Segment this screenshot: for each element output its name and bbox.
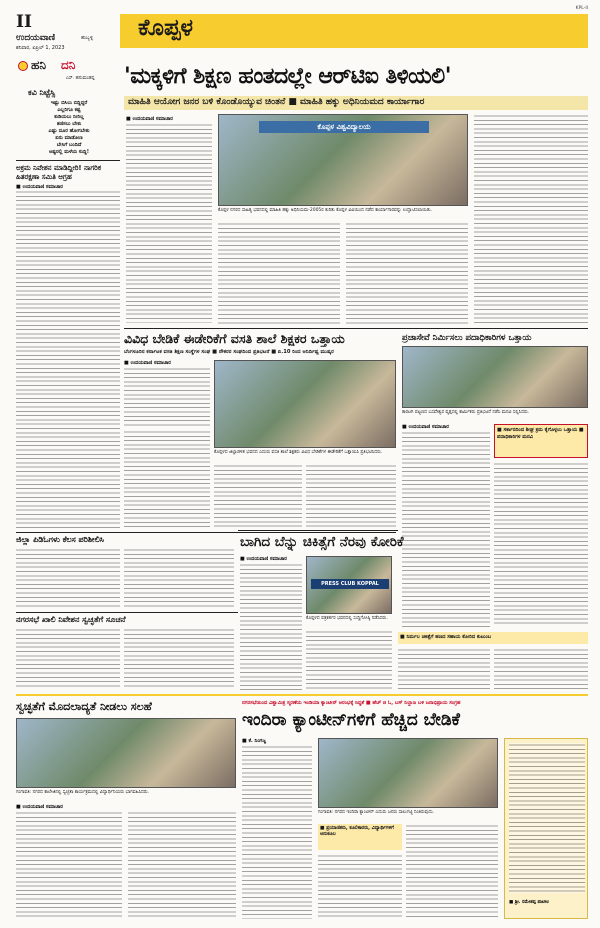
hani-dani-logo [16, 58, 116, 84]
back-photo [306, 556, 392, 614]
poem-line: ಏನು ಮಾಡೋಣ [55, 135, 83, 141]
back-body-col1 [240, 563, 302, 691]
school-byline: ■ ಉದಯವಾಣಿ ಸಮಾಚಾರ [124, 360, 171, 366]
left-story-2-headline: ಜಿಲ್ಲಾ ಪಿಡಿಓಗಳು ಕೆಲಸ ಪರಿಶೀಲಿಸಿ [16, 535, 104, 544]
school-headline: ವಿವಿಧ ಬೇಡಿಕೆ ಈಡೇರಿಕೆಗೆ ವಸತಿ ಶಾಲೆ ಶಿಕ್ಷಕರ ಒತ್ತಾಯ [124, 331, 345, 346]
back-body-col3 [398, 648, 490, 691]
back-box [398, 632, 588, 644]
lead-banner [259, 121, 429, 133]
right-story-1-body-col1 [402, 431, 490, 627]
bottom-main-body-col3 [406, 824, 498, 919]
divider [16, 532, 396, 533]
edition-label: ಹುಬ್ಬಳ್ಳಿ [81, 35, 94, 41]
poem-line: ತಣಿಸಲು ಬೇಕು [56, 121, 82, 127]
masthead [16, 8, 588, 52]
right-story-1-box [494, 424, 588, 458]
bottom-left-byline: ■ ಉದಯವಾಣಿ ಸಮಾಚಾರ [16, 804, 63, 810]
poem-line: ಅಷ್ಟರಲ್ಲಿ ಮಳೆಯ ಸುದ್ದಿ! [48, 149, 90, 155]
left-story-3-headline: ನಗರಸಭೆ ಖಾಲಿ ನಿವೇಶನ ಸ್ವಚ್ಛತೆಗೆ ಸೂಚನೆ [16, 615, 126, 624]
poem-line: ಕುಡಿಯಲು ನೀರಿಲ್ಲ [54, 114, 84, 120]
bottom-left-caption: ಗಂಗಾವತಿ: ನಗರದ ಕಾಲೇಜಿನಲ್ಲಿ ಸ್ವಚ್ಛತಾ ಕಾರ್ಯಕ್ರಮದಲ್ಲಿ ವಿದ್ಯಾರ್ಥಿನಿಯರು ಭಾಗವಹಿಸಿದರು. [16, 790, 150, 795]
lead-body-col3 [346, 222, 468, 324]
bottom-main-box-text: ■ ಪ್ರಯಾಣಿಕರು, ಕೂಲಿಕಾರರು, ವಿದ್ಯಾರ್ಥಿಗಳಿಗೆ ಅನುಕೂಲ [320, 826, 394, 837]
bottom-left-photo [16, 718, 236, 788]
lead-photo [218, 114, 468, 206]
bottom-left-body-col1 [16, 811, 122, 919]
bottom-right-box [504, 738, 588, 919]
bottom-right-box-body [509, 743, 585, 893]
lead-caption: ಕೊಪ್ಪಳ ನಗರದ ಸಾಹಿತ್ಯ ಭವನದಲ್ಲಿ ಮಾಹಿತಿ ಹಕ್ಕು ಅಧಿನಿಯಮ-2005ರ ಕುರಿತು ಕೊಪ್ಪಳ ವಿವಿಯಿಂದ ನಡೆದ ಕಾರ್ಯಾಗಾರವನ್ನು ಉದ್ಘಾಟಿಸಲಾಯಿತು. [218, 208, 433, 213]
bottom-main-byline: ■ ಕೆ. ನಿಂಗಜ್ಜ [242, 738, 266, 744]
divider [16, 694, 588, 696]
hani-dani-icon [18, 61, 28, 71]
section-title: ಕೊಪ್ಪಳ [138, 15, 193, 41]
bottom-left-body-col2 [128, 811, 236, 919]
school-photo [214, 360, 396, 448]
divider [16, 612, 238, 613]
lead-subhead: ಮಾಹಿತಿ ಆಯೋಗ ಜನರ ಬಳಿ ಕೊಂಡೊಯ್ಯುವ ಚಿಂತನೆ ■ ಮಾಹಿತಿ ಹಕ್ಕು ಅಧಿನಿಯಮದ ಕಾರ್ಯಾಗಾರ [128, 97, 425, 107]
bottom-right-byline: ■ ಶ್ರೀ. ರಮೇಶಪ್ಪ ಪಾಟೀಲ [509, 900, 550, 905]
lead-body-col4 [474, 114, 588, 324]
logo-sub: ಎಸ್. ಹನುಮಂತಪ್ಪ [66, 76, 95, 81]
poem-title: ಕವಿ ನಿಟ್ಟೆಸ್ಸಿ [28, 88, 56, 97]
back-banner [311, 579, 389, 589]
poem-body [24, 100, 114, 156]
left-story-1-headline [16, 164, 120, 182]
school-subhead: ಬೆಂಗಳೂರಿನ ಕರ್ನಾಟಕ ವಸತಿ ಶಿಕ್ಷಣ ಸಂಸ್ಥೆಗಳ ಸಂಘ ■ ನೌಕರರ ಸಂಘದಿಂದ ಪ್ರತಿಭಟನೆ ■ ಏ.10 ರಿಂದ ಅನಿರ್ದಿಷ್ಟ ಮುಷ್ಕರ [124, 349, 334, 355]
lead-byline: ■ ಉದಯವಾಣಿ ಸಮಾಚಾರ [126, 116, 173, 122]
lead-subhead-bar [124, 96, 588, 110]
poem-line: ಬೇಸಿಗೆ ಬಂದಿದೆ [56, 142, 82, 148]
page-number: II [16, 12, 32, 32]
section-title-band [120, 14, 588, 48]
divider [238, 530, 398, 531]
bottom-main-body-col2 [318, 854, 402, 919]
bottom-main-caption: ಗಂಗಾವತಿ: ನಗರದ ಇಂದಿರಾ ಕ್ಯಾಂಟೀನ್ ಎದುರು ಜನರು ಸಾಲುಗಟ್ಟಿ ನಿಂತಿರುವುದು. [318, 810, 435, 815]
bottom-main-headline: ಇಂದಿರಾ ಕ್ಯಾಂಟೀನ್‌ಗಳಿಗೆ ಹೆಚ್ಚಿದ ಬೇಡಿಕೆ [242, 710, 460, 730]
lead-banner-text: ಕೊಪ್ಪಳ ವಿಶ್ವವಿದ್ಯಾಲಯ [317, 123, 371, 131]
poem-line: ಎಲ್ಲರಿಗೂ ಕಷ್ಟ [57, 107, 81, 113]
divider [16, 160, 120, 161]
back-headline: ಬಾಗಿದ ಬೆನ್ನು ಚಿಕಿತ್ಸೆಗೆ ನೆರವು ಕೋರಿಕೆ [240, 534, 404, 550]
back-banner-text: PRESS CLUB KOPPAL [321, 581, 379, 587]
right-story-1-byline: ■ ಉದಯವಾಣಿ ಸಮಾಚಾರ [402, 424, 449, 430]
divider [124, 328, 588, 329]
right-story-1-box-text: ■ ಸರ್ಕಾರದಿಂದ ಶೀಘ್ರ ಕ್ರಮ ಕೈಗೊಳ್ಳಲು ಒತ್ತಾಯ ■ ಪದಾಧಿಕಾರಿಗಳ ಮನವಿ [497, 427, 584, 440]
left-story-1-body [16, 190, 120, 530]
left-story-1-byline: ■ ಉದಯವಾಣಿ ಸಮಾಚಾರ [16, 184, 63, 190]
right-story-1-headline: ಪ್ರಜಾಸೇವೆ ನಿರ್ಮಿಸಲು ಪದಾಧಿಕಾರಿಗಳ ಒತ್ತಾಯ [402, 333, 532, 343]
back-caption: ಕೊಪ್ಪಳದ ಪತ್ರಕರ್ತರ ಭವನದಲ್ಲಿ ಸುದ್ದಿಗೋಷ್ಠಿ ನಡೆಸಿದರು. [306, 616, 388, 621]
poem-line: ಎಷ್ಟು ದೂರ ಹೋಗಬೇಕು [48, 128, 90, 134]
right-story-1-caption: ಕಾರಟಗಿ ಪಟ್ಟಣದ ಬಸವೇಶ್ವರ ವೃತ್ತದಲ್ಲಿ ಕಾರ್ಮಿಕರು ಪ್ರತಿಭಟನೆ ನಡೆಸಿ ಮನವಿ ಸಲ್ಲಿಸಿದರು. [402, 410, 530, 415]
right-story-1-photo [402, 346, 588, 408]
bottom-main-box [318, 824, 402, 850]
left-story-2-body-b [124, 548, 234, 608]
back-box-text: ■ ನಿರ್ಮಲ ಚಿಕಿತ್ಸೆಗೆ ಹಣದ ಸಹಾಯ ಕೋರಿದ ಕುಟುಂಬ [400, 634, 492, 640]
lead-body-col2 [218, 222, 340, 324]
bottom-left-headline: ಸ್ವಚ್ಛತೆಗೆ ಮೊದಲಾದ್ಯತೆ ನೀಡಲು ಸಲಹೆ [16, 700, 152, 713]
school-caption: ಕೊಪ್ಪಳದ ಜಿಲ್ಲಾಡಳಿತ ಭವನದ ಎದುರು ವಸತಿ ಶಾಲೆ ಶಿಕ್ಷಕರು ವಿವಿಧ ಬೇಡಿಕೆಗಳ ಈಡೇರಿಕೆಗೆ ಒತ್ತಾಯಿಸಿ ಪ್ರತಿಭಟಿಸಿದರು. [214, 450, 383, 455]
paper-name: ಉದಯವಾಣಿ [16, 33, 56, 43]
right-story-1-body-col2 [494, 462, 588, 627]
school-body-col1 [124, 367, 210, 427]
left-story-3-body-b [124, 628, 234, 688]
back-body-col2 [306, 630, 392, 691]
school-body-col4 [306, 464, 396, 528]
left-story-2-body [16, 548, 120, 608]
school-body-col3 [214, 464, 302, 528]
left-story-3-body [16, 628, 120, 688]
lead-body-col1 [126, 123, 212, 323]
back-body-col4 [494, 648, 588, 691]
left-story-1-title: ಅಕ್ರಮ ನಿವೇಶನ ಮಾಡಿದ್ದೀರಿ! ನಾಗರಿಕ ಹಿತರಕ್ಷಣಾ ಸಮಿತಿ ಆಗ್ರಹ [16, 164, 102, 181]
bottom-main-kicker: ನಗರಸಭೆಯಿಂದ ವಿಶ್ವಾಮಿತ್ರ ಸ್ಮರಣೆಯ ಇಂಡಿಯಾ ಕ್ಯಾಂಟೀನ್ ಆರಂಭಕ್ಕೆ ಸಿದ್ಧತೆ ■ ಹೆಚ್ ಜಿ ಓ, ಬಸ್ ನಿಲ್ದಾಣ ಬಳಿ ಜನಾಭಿಪ್ರಾಯ ಸಂಗ್ರಹ [242, 700, 461, 706]
bottom-main-photo [318, 738, 498, 808]
corner-mark: KPL-II [575, 6, 588, 11]
lead-headline: 'ಮಕ್ಕಳಿಗೆ ಶಿಕ್ಷಣ ಹಂತದಲ್ಲೇ ಆರ್‌ಟಿಐ ತಿಳಿಯಲಿ' [124, 64, 451, 89]
logo-left: ಹನಿ [31, 58, 46, 72]
back-byline: ■ ಉದಯವಾಣಿ ಸಮಾಚಾರ [240, 556, 287, 562]
dateline: ಶನಿವಾರ, ಏಪ್ರಿಲ್ 1, 2023 [16, 45, 65, 51]
poem-line: ಇಷ್ಟು ಬಿಸಿಲು ಬಿದ್ದಿದ್ದರೆ [50, 100, 88, 106]
logo-right: ದನಿ [61, 58, 76, 72]
bottom-main-body-col1 [242, 745, 312, 919]
school-body-col2 [124, 430, 210, 528]
